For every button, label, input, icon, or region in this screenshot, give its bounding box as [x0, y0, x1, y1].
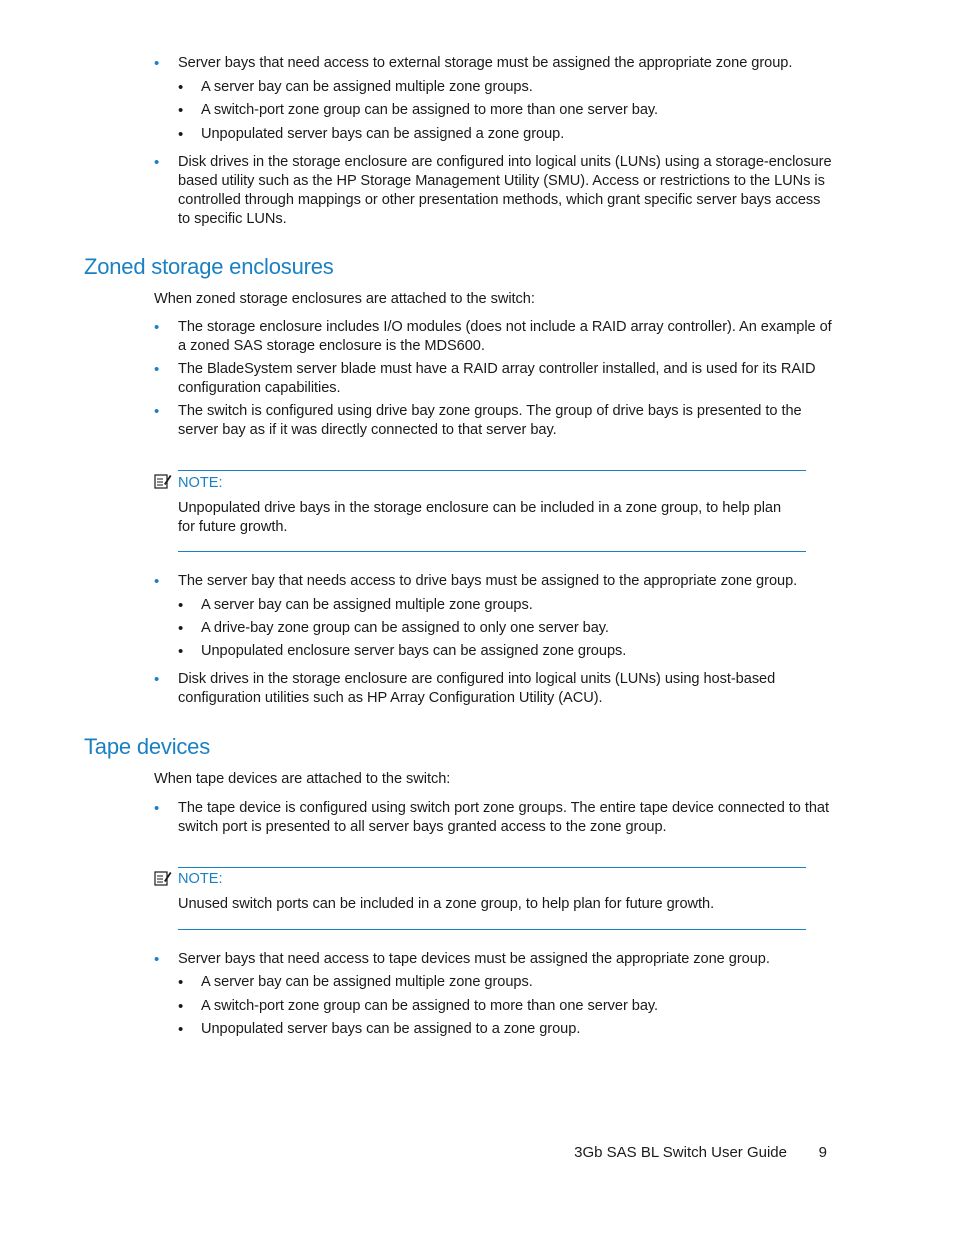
section-heading-tape: Tape devices [84, 734, 211, 759]
bullet-text: The server bay that needs access to drive bays must be assigned to the appropriate zone group. [178, 573, 798, 589]
sub-bullet-marker: • [178, 79, 184, 96]
note-text: Unpopulated drive bays in the storage enclosure can be included in a zone group, to help plan for future growth. [178, 500, 782, 535]
sub-bullet-text: A server bay can be assigned multiple zone groups. [201, 974, 533, 990]
note-bottom-rule [178, 929, 806, 930]
sub-bullet-text: Unpopulated server bays can be assigned to a zone group. [201, 1021, 581, 1037]
bullet-text: The tape device is configured using switch port zone groups. The entire tape device connected to that switch port is presented to all server bays granted access to the zone group. [178, 800, 829, 835]
note-box [154, 867, 806, 930]
page-number: 9 [818, 1144, 827, 1161]
sub-bullet-text: A server bay can be assigned multiple zone groups. [201, 597, 533, 613]
sub-bullet-item [178, 997, 818, 1016]
sub-bullet-item [178, 125, 818, 144]
note-pad-icon [154, 870, 172, 886]
bullet-text: Server bays that need access to tape devices must be assigned the appropriate zone group. [178, 951, 770, 967]
section-intro: When zoned storage enclosures are attached to the switch: [154, 291, 535, 307]
bullet-item [154, 153, 834, 229]
bullet-text: The switch is configured using drive bay zone groups. The group of drive bays is presented to the server bay as if it was directly connected to that server bay. [178, 403, 802, 438]
bullet-marker: • [154, 800, 160, 817]
note-label: NOTE: [178, 871, 223, 887]
sub-bullet-marker: • [178, 597, 184, 614]
sub-bullet-marker: • [178, 998, 184, 1015]
sub-bullet-marker: • [178, 102, 184, 119]
bullet-item [154, 360, 834, 398]
sub-bullet-marker: • [178, 620, 184, 637]
sub-bullet-item [178, 642, 818, 661]
bullet-marker: • [154, 319, 160, 336]
sub-bullet-item [178, 596, 818, 615]
sub-bullet-marker: • [178, 974, 184, 991]
bullet-marker: • [154, 951, 160, 968]
bullet-item [154, 318, 834, 356]
sub-bullet-item [178, 78, 818, 97]
section-heading-zoned: Zoned storage enclosures [84, 254, 334, 279]
note-top-rule [178, 867, 806, 868]
note-pad-icon [154, 473, 172, 489]
sub-bullet-text: A drive-bay zone group can be assigned to only one server bay. [201, 620, 609, 636]
bullet-item [154, 54, 834, 73]
bullet-marker: • [154, 573, 160, 590]
sub-bullet-marker: • [178, 126, 184, 143]
footer-title: 3Gb SAS BL Switch User Guide [574, 1144, 787, 1161]
sub-bullet-item [178, 101, 818, 120]
sub-bullet-marker: • [178, 643, 184, 660]
bullet-marker: • [154, 403, 160, 420]
note-label: NOTE: [178, 475, 223, 491]
note-top-rule [178, 470, 806, 471]
sub-bullet-text: Unpopulated server bays can be assigned a zone group. [201, 126, 565, 142]
sub-bullet-marker: • [178, 1021, 184, 1038]
bullet-item [154, 799, 834, 837]
bullet-marker: • [154, 55, 160, 72]
sub-bullet-text: A server bay can be assigned multiple zone groups. [201, 79, 533, 95]
bullet-text: The storage enclosure includes I/O modules (does not include a RAID array controller). An example of a zoned SAS storage enclosure is the MDS600. [178, 319, 832, 354]
sub-bullet-item [178, 973, 818, 992]
bullet-text: The BladeSystem server blade must have a RAID array controller installed, and is used for its RAID configuration capabilities. [178, 361, 816, 396]
note-box [154, 470, 806, 552]
bullet-marker: • [154, 361, 160, 378]
sub-bullet-text: A switch-port zone group can be assigned to more than one server bay. [201, 102, 659, 118]
bullet-text: Server bays that need access to external storage must be assigned the appropriate zone group. [178, 55, 793, 71]
bullet-text: Disk drives in the storage enclosure are configured into logical units (LUNs) using host-based configuration utilities such as HP Array Configuration Utility (ACU). [178, 671, 776, 706]
section-intro: When tape devices are attached to the switch: [154, 771, 451, 787]
sub-bullet-text: Unpopulated enclosure server bays can be assigned zone groups. [201, 643, 627, 659]
bullet-item [154, 670, 834, 708]
note-bottom-rule [178, 551, 806, 552]
bullet-marker: • [154, 671, 160, 688]
bullet-item [154, 950, 834, 969]
sub-bullet-text: A switch-port zone group can be assigned to more than one server bay. [201, 998, 659, 1014]
note-text: Unused switch ports can be included in a zone group, to help plan for future growth. [178, 896, 715, 912]
bullet-item [154, 402, 834, 440]
bullet-marker: • [154, 154, 160, 171]
bullet-item [154, 572, 834, 591]
sub-bullet-item [178, 1020, 818, 1039]
sub-bullet-item [178, 619, 818, 638]
bullet-text: Disk drives in the storage enclosure are configured into logical units (LUNs) using a storage-enclosure based utility such as the HP Storage Management Utility (SMU). Access or restrictions to the LUNs is controlled through mappings or other presentation methods, which grant specific server bays access to specific LUNs. [178, 154, 832, 227]
